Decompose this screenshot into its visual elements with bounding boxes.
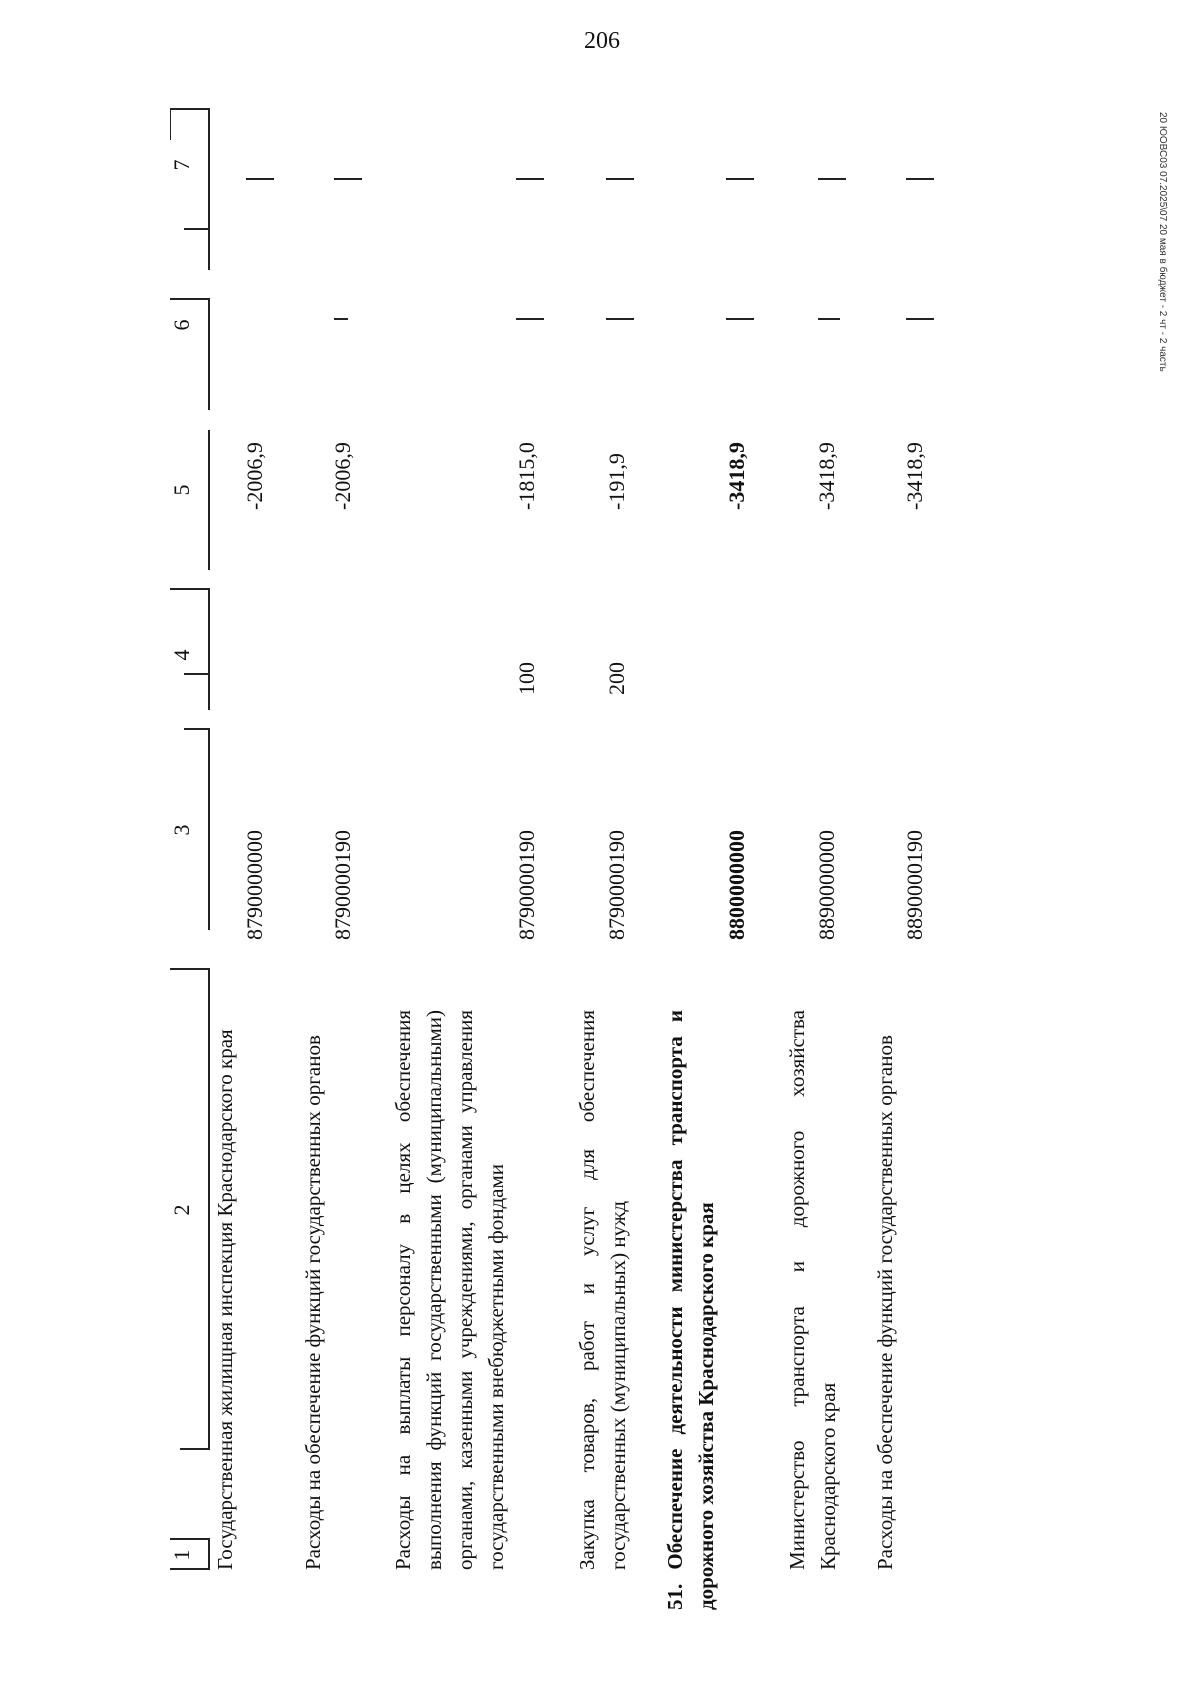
row-label: Государственная жилищная инспекция Краснодарского края [213, 1029, 237, 1570]
row-code: 8790000190 [514, 830, 539, 940]
row-label: Расходы на обеспечение функций государственных органов [873, 1035, 897, 1570]
row-label [660, 1010, 722, 1610]
header-divider [170, 1539, 210, 1541]
table-header [170, 110, 210, 1570]
row-amount: -3418,9 [902, 442, 927, 510]
dash-col-7 [246, 179, 274, 181]
header-divider [170, 109, 210, 111]
header-col-4: 4 [169, 649, 194, 661]
dash-col-7 [516, 179, 544, 181]
dash-col-6 [906, 319, 934, 321]
header-col-6: 6 [169, 319, 194, 331]
header-divider [170, 299, 210, 301]
row-code: 8890000000 [814, 830, 839, 940]
row-number: 51. [663, 1583, 687, 1610]
header-col-2: 2 [169, 1204, 194, 1216]
dash-col-7 [818, 179, 846, 181]
row-code: 8790000190 [604, 830, 629, 940]
page-number: 206 [584, 28, 620, 54]
row-label: Закупка товаров, работ и услуг для обеспечения государственных (муниципальных) нужд [575, 1010, 630, 1570]
header-col-7: 7 [169, 159, 194, 171]
rotated-table [169, 110, 1200, 1610]
dash-col-6 [516, 319, 544, 321]
header-col-3: 3 [169, 824, 194, 836]
header-divider [170, 589, 210, 591]
row-code: 8800000000 [724, 830, 749, 940]
row-amount: -191,9 [604, 453, 629, 510]
row-label: Расходы на обеспечение функций государственных органов [301, 1035, 325, 1570]
header-divider [184, 229, 210, 231]
dash-col-6 [334, 319, 348, 321]
row-label: Министерство транспорта и дорожного хозяйства Краснодарского края [785, 1010, 840, 1570]
dash-col-7 [606, 179, 634, 181]
dash-col-6 [726, 319, 754, 321]
row-amount: -1815,0 [514, 442, 539, 510]
dash-col-7 [906, 179, 934, 181]
dash-col-7 [726, 179, 754, 181]
row-code: 8790000190 [330, 830, 355, 940]
header-col-5: 5 [169, 484, 194, 496]
row-type: 200 [604, 662, 629, 695]
row-type: 100 [514, 662, 539, 695]
row-label: Расходы на выплаты персоналу в целях обеспечения выполнения функций государственными (муниципальными) органами, казенными учреждениями, органами управления государственными внебюджетными фондами [391, 1010, 508, 1570]
row-amount: -3418,9 [724, 442, 749, 510]
dash-col-7 [334, 179, 362, 181]
row-amount: -2006,9 [330, 442, 355, 510]
row-label-text: Обеспечение деятельности министерства транспорта и дорожного хозяйства Краснодарского края [663, 1009, 718, 1610]
header-corner [170, 110, 211, 140]
dash-col-6 [818, 319, 840, 321]
footer-note: 20 ЮОВС03 07.2025\07 20 мая в бюджет - 2 чт - 2 часть [1157, 112, 1168, 372]
row-code: 8790000000 [242, 830, 267, 940]
row-amount: -3418,9 [814, 442, 839, 510]
row-code: 8890000190 [902, 830, 927, 940]
row-amount: -2006,9 [242, 442, 267, 510]
header-col-1: 1 [169, 1549, 194, 1561]
dash-col-6 [606, 319, 634, 321]
header-divider [184, 674, 210, 676]
